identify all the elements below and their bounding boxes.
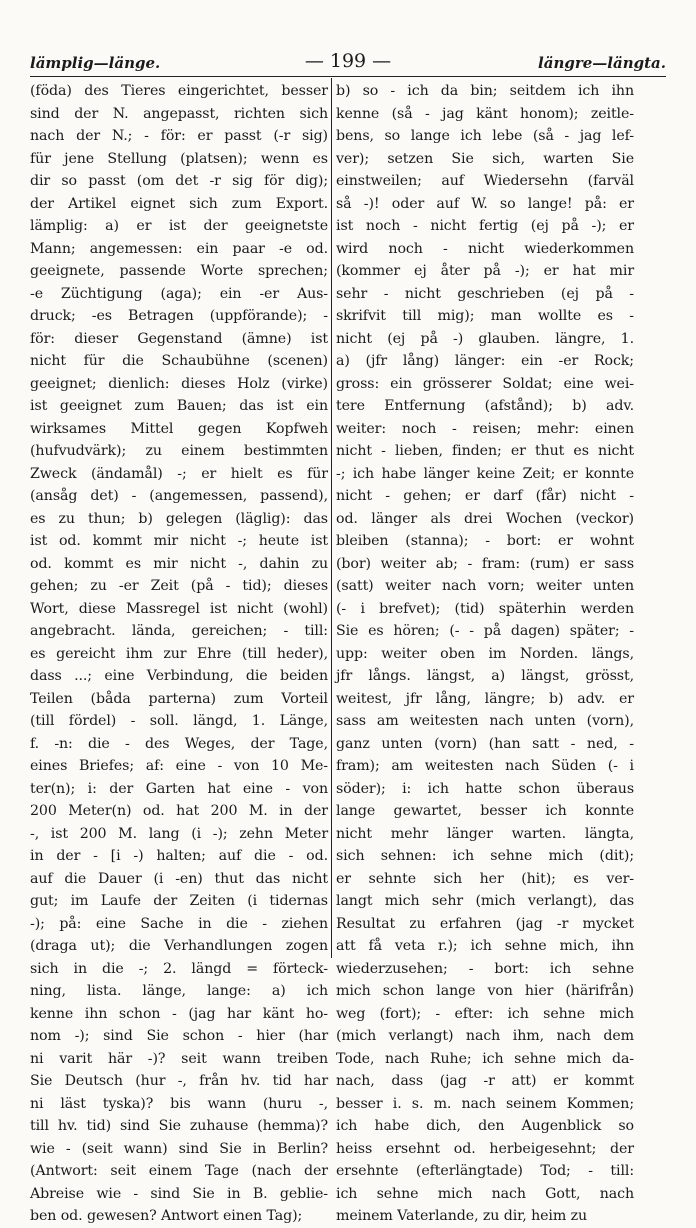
text-line: ich habe dich, den Augenblick so bbox=[336, 1118, 634, 1134]
text-line: Wort, diese Massregel ist nicht (wohl) bbox=[30, 600, 328, 617]
text-line: (föda) des Tieres eingerichtet, besser bbox=[30, 83, 328, 99]
text-line: weitest, jfr lång, längre; b) adv. er bbox=[336, 690, 634, 707]
text-line: nicht mehr länger warten. längta, bbox=[336, 825, 634, 842]
text-line: jfr långs. längst, a) längst, grösst, bbox=[336, 668, 634, 684]
text-line: 200 Meter(n) od. hat 200 M. in der bbox=[30, 803, 328, 819]
text-line: b) so - ich da bin; seitdem ich ihn bbox=[336, 83, 634, 99]
text-line: ter(n); i: der Garten hat eine - von bbox=[30, 780, 328, 797]
text-line: (mich verlangt) nach ihm, nach dem bbox=[336, 1028, 634, 1044]
text-line: -e Züchtigung (aga); ein -er Aus- bbox=[30, 285, 328, 302]
text-line: Sie Deutsch (hur -, från hv. tid har bbox=[30, 1073, 328, 1089]
right-column bbox=[336, 80, 634, 1224]
text-line: angebracht. lända, gereichen; - till: bbox=[30, 623, 328, 639]
text-line: geeignete, passende Worte sprechen; bbox=[30, 263, 328, 279]
text-line: ich sehne mich nach Gott, nach bbox=[336, 1185, 634, 1202]
text-line: einstweilen; auf Wiedersehn (farväl bbox=[336, 173, 634, 189]
header-guide-word-right: längre—längta. bbox=[538, 54, 666, 72]
text-line: wie - (seit wann) sind Sie in Berlin? bbox=[30, 1140, 328, 1157]
text-line: es gereicht ihm zur Ehre (till heder), bbox=[30, 645, 328, 662]
text-line: söder); i: ich hatte schon überaus bbox=[336, 780, 634, 797]
text-line: meinem Vaterlande, zu dir, heim zu bbox=[336, 1208, 588, 1224]
text-line: Tode, nach Ruhe; ich sehne mich da- bbox=[336, 1050, 634, 1067]
text-line: ersehnte (efterlängtade) Tod; - till: bbox=[336, 1163, 634, 1179]
left-column bbox=[30, 80, 328, 1224]
text-line: der Artikel eignet sich zum Export. bbox=[30, 195, 328, 212]
text-line: mich schon lange von hier (härifrån) bbox=[336, 983, 634, 999]
text-line: bens, so lange ich lebe (så - jag lef- bbox=[336, 128, 634, 144]
text-line: Abreise wie - sind Sie in B. geblie- bbox=[30, 1185, 328, 1202]
text-line: ist od. kommt mir nicht -; heute ist bbox=[30, 533, 328, 549]
text-line: nicht für die Schaubühne (scenen) bbox=[30, 353, 328, 369]
text-line: sehr - nicht geschrieben (ej på - bbox=[336, 285, 634, 302]
text-line: gross: ein grösserer Soldat; eine wei- bbox=[336, 375, 634, 392]
text-line: für jene Stellung (platsen); wenn es bbox=[30, 150, 328, 167]
text-line: ni läst tyska)? bis wann (huru -, bbox=[30, 1095, 328, 1112]
text-line: wirksames Mittel gegen Kopfweh bbox=[30, 420, 328, 437]
text-line: langt mich sehr (mich verlangt), das bbox=[336, 893, 634, 909]
text-line: dir so passt (om det -r sig för dig); bbox=[30, 173, 328, 189]
text-line: nicht - lieben, finden; er thut es nicht bbox=[336, 443, 634, 459]
text-line: druck; -es Betragen (uppförande); - bbox=[30, 308, 328, 324]
text-line: geeignet; dienlich: dieses Holz (virke) bbox=[30, 375, 328, 392]
text-line: od. kommt es mir nicht -, dahin zu bbox=[30, 555, 328, 572]
text-line: kenne ihn schon - (jag har känt ho- bbox=[30, 1005, 328, 1022]
text-line: (Antwort: seit einem Tage (nach der bbox=[30, 1163, 328, 1179]
text-line: ganz unten (vorn) (han satt - ned, - bbox=[336, 735, 634, 752]
column-divider bbox=[331, 78, 332, 958]
text-line: (till fördel) - soll. längd, 1. Länge, bbox=[30, 713, 328, 729]
text-line: nach, dass (jag -r att) er kommt bbox=[336, 1073, 634, 1089]
text-line: ni varit här -)? seit wann treiben bbox=[30, 1050, 328, 1067]
text-line: a) (jfr lång) länger: ein -er Rock; bbox=[336, 353, 634, 369]
text-line: (kommer ej åter på -); er hat mir bbox=[336, 263, 634, 279]
header-rule bbox=[30, 76, 666, 77]
text-line: sich sehnen: ich sehne mich (dit); bbox=[336, 848, 634, 864]
text-line: för: dieser Gegenstand (ämne) ist bbox=[30, 330, 328, 347]
text-line: kenne (så - jag känt honom); zeitle- bbox=[336, 105, 634, 122]
text-line: (bor) weiter ab; - fram: (rum) er sass bbox=[336, 555, 634, 572]
text-line: gut; im Laufe der Zeiten (i tidernas bbox=[30, 893, 328, 909]
text-line: weg (fort); - efter: ich sehne mich bbox=[336, 1005, 634, 1022]
text-line: -, ist 200 M. lang (i -); zehn Meter bbox=[30, 825, 328, 842]
text-line: (hufvudvärk); zu einem bestimmten bbox=[30, 443, 328, 459]
text-line: upp: weiter oben im Norden. längs, bbox=[336, 645, 634, 662]
text-line: lange gewartet, besser ich konnte bbox=[336, 803, 634, 819]
text-line: es zu thun; b) gelegen (läglig): das bbox=[30, 510, 328, 527]
text-line: tere Entfernung (afstånd); b) adv. bbox=[336, 398, 634, 414]
text-line: så -)! oder auf W. so lange! på: er bbox=[336, 195, 634, 212]
text-line: Sie es hören; (- - på dagen) später; - bbox=[336, 623, 634, 639]
running-header bbox=[30, 50, 666, 74]
text-line: gehen; zu -er Zeit (på - tid); dieses bbox=[30, 578, 328, 594]
text-line: ben od. gewesen? Antwort einen Tag); bbox=[30, 1208, 303, 1224]
text-line: auf die Dauer (i -en) thut das nicht bbox=[30, 870, 328, 887]
text-line: wiederzusehen; - bort: ich sehne bbox=[336, 960, 634, 977]
text-line: nom -); sind Sie schon - hier (har bbox=[30, 1028, 328, 1044]
text-line: (ansåg det) - (angemessen, passend), bbox=[30, 488, 328, 504]
text-line: wird noch - nicht wiederkommen bbox=[336, 240, 634, 257]
text-line: -; ich habe länger keine Zeit; er konnte bbox=[336, 465, 634, 482]
text-line: sind der N. angepasst, richten sich bbox=[30, 105, 328, 122]
text-line: att få veta r.); ich sehne mich, ihn bbox=[336, 938, 634, 954]
text-line: ver); setzen Sie sich, warten Sie bbox=[336, 150, 634, 167]
header-guide-word-left: lämplig—länge. bbox=[30, 54, 161, 72]
text-line: nach der N.; - för: er passt (-r sig) bbox=[30, 128, 328, 144]
text-line: Mann; angemessen: ein paar -e od. bbox=[30, 240, 328, 257]
text-line: bleiben (stanna); - bort: er wohnt bbox=[336, 533, 634, 549]
text-line: nicht - gehen; er darf (får) nicht - bbox=[336, 488, 634, 504]
text-line: Teilen (båda parterna) zum Vorteil bbox=[30, 690, 328, 707]
text-line: ning, lista. länge, lange: a) ich bbox=[30, 983, 328, 999]
text-line: ist noch - nicht fertig (ej på -); er bbox=[336, 218, 634, 234]
text-line: in der - [i -) halten; auf die - od. bbox=[30, 848, 328, 864]
text-line: (satt) weiter nach vorn; weiter unten bbox=[336, 578, 634, 594]
text-line: nicht (ej på -) glauben. längre, 1. bbox=[336, 330, 634, 347]
text-line: ist geeignet zum Bauen; das ist ein bbox=[30, 398, 328, 414]
text-line: er sehnte sich her (hit); es ver- bbox=[336, 870, 634, 887]
text-line: sass am weitesten nach unten (vorn), bbox=[336, 713, 634, 729]
text-line: sich in die -; 2. längd = förteck- bbox=[30, 960, 328, 977]
page-number: — 199 — bbox=[304, 50, 392, 72]
text-line: f. -n: die - des Weges, der Tage, bbox=[30, 735, 328, 752]
text-line: (- i brefvet); (tid) späterhin werden bbox=[336, 600, 634, 617]
text-line: skrifvit till mig); man wollte es - bbox=[336, 308, 634, 324]
text-line: Zweck (ändamål) -; er hielt es für bbox=[30, 465, 328, 482]
text-line: fram); am weitesten nach Süden (- i bbox=[336, 758, 634, 774]
text-line: weiter: noch - reisen; mehr: einen bbox=[336, 420, 634, 437]
text-line: till hv. tid) sind Sie zuhause (hemma)? bbox=[30, 1118, 328, 1134]
text-line: lämplig: a) er ist der geeignetste bbox=[30, 218, 328, 234]
text-line: (draga ut); die Verhandlungen zogen bbox=[30, 938, 328, 954]
text-line: -); på: eine Sache in die - ziehen bbox=[30, 915, 328, 932]
text-line: Resultat zu erfahren (jag -r mycket bbox=[336, 915, 634, 932]
text-line: besser i. s. m. nach seinem Kommen; bbox=[336, 1095, 634, 1112]
text-line: eines Briefes; af: eine - von 10 Me- bbox=[30, 758, 328, 774]
text-line: dass ...; eine Verbindung, die beiden bbox=[30, 668, 328, 684]
text-line: heiss ersehnt od. herbeigesehnt; der bbox=[336, 1140, 634, 1157]
text-line: od. länger als drei Wochen (veckor) bbox=[336, 510, 634, 527]
